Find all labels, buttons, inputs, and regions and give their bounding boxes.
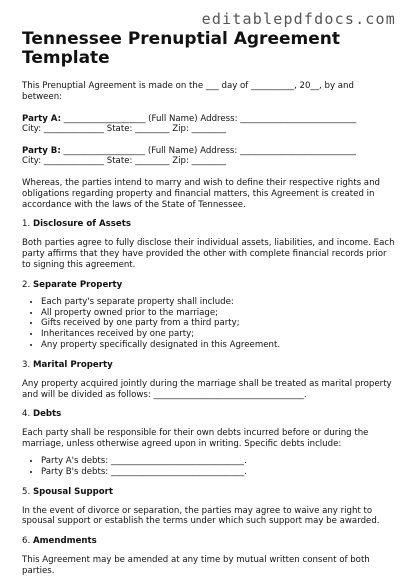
section-1-heading [22, 219, 396, 230]
section-1-title: Disclosure of Assets [32, 219, 131, 230]
party-b-line-1 [22, 146, 396, 157]
document-title [22, 30, 396, 68]
intro-paragraph: This Prenuptial Agreement is made on the ___ day of __________, 20__, by and between: [22, 81, 354, 102]
list-item: • Each party's separate property shall include: [41, 297, 396, 308]
section-2-list [22, 297, 396, 351]
list-item: • Party A's debts: _______________________________. [41, 456, 396, 467]
document-page [22, 30, 396, 577]
party-a-name-address-field[interactable]: ___________________ (Full Name) Address: ___________________________ [61, 113, 357, 124]
section-6-number: 6. [22, 536, 33, 547]
section-4-number: 4. [22, 409, 33, 420]
list-item: • Any property specifically designated in this Agreement. [41, 340, 396, 351]
section-3-title: Marital Property [32, 359, 113, 370]
section-6-heading [22, 536, 396, 547]
list-item: • Inheritances received by one party; [41, 329, 396, 340]
whereas-paragraph: Whereas, the parties intend to marry and wish to define their respective rights and obligations regarding property and financial matters, this Agreement is created in accordance with the laws of the State of Tennessee. [22, 177, 380, 210]
watermark: editablepdfdocs.com [201, 10, 396, 28]
section-2-heading [22, 280, 396, 291]
party-b-city-state-zip-field[interactable]: City: ______________ State: ________ Zip: ________ [22, 156, 226, 167]
party-a-block [22, 114, 396, 135]
section-3-number: 3. [22, 359, 33, 370]
section-6-title: Amendments [32, 536, 97, 547]
list-item: • All property owned prior to the marriage; [41, 308, 396, 319]
section-3-heading [22, 360, 396, 371]
section-4-title: Debts [32, 409, 62, 420]
list-item: • Party B's debts: _______________________________. [41, 467, 396, 478]
section-5-title: Spousal Support [32, 486, 114, 497]
section-5-heading [22, 487, 396, 498]
section-2-title: Separate Property [32, 279, 123, 290]
party-a-line-1 [22, 114, 396, 125]
section-1-number: 1. [22, 219, 33, 230]
section-5-body: In the event of divorce or separation, the parties may agree to waive any right to spousal support or establish the terms under which such support may be awarded. [22, 505, 380, 527]
section-1-body: Both parties agree to fully disclose their individual assets, liabilities, and income. Each party affirms that they have provided the other with complete financial records prior to signing this agreement. [22, 238, 395, 270]
list-item: • Gifts received by one party from a third party; [41, 318, 396, 329]
section-5-number: 5. [22, 486, 33, 497]
section-4-body: Each party shall be responsible for their own debts incurred before or during the marriage, unless otherwise agreed upon in writing. Specific debts include: [22, 428, 369, 450]
party-a-city-state-zip-field[interactable]: City: ______________ State: ________ Zip: ________ [22, 124, 226, 135]
section-6-body: This Agreement may be amended at any time by mutual written consent of both parties. [22, 555, 370, 576]
party-b-block [22, 146, 396, 167]
section-3-body: Any property acquired jointly during the marriage shall be treated as marital property and will be divided as follows: ___________________________________. [22, 378, 392, 400]
section-4-heading [22, 409, 396, 420]
title-line-1: Tennessee Prenuptial Agreement [22, 29, 340, 49]
title-line-2: Template [22, 48, 110, 68]
party-b-label: Party B: [22, 145, 61, 156]
party-b-name-address-field[interactable]: ___________________ (Full Name) Address: ___________________________ [60, 145, 356, 156]
party-a-label: Party A: [22, 113, 62, 124]
section-4-list [22, 456, 396, 478]
section-2-number: 2. [22, 279, 33, 290]
